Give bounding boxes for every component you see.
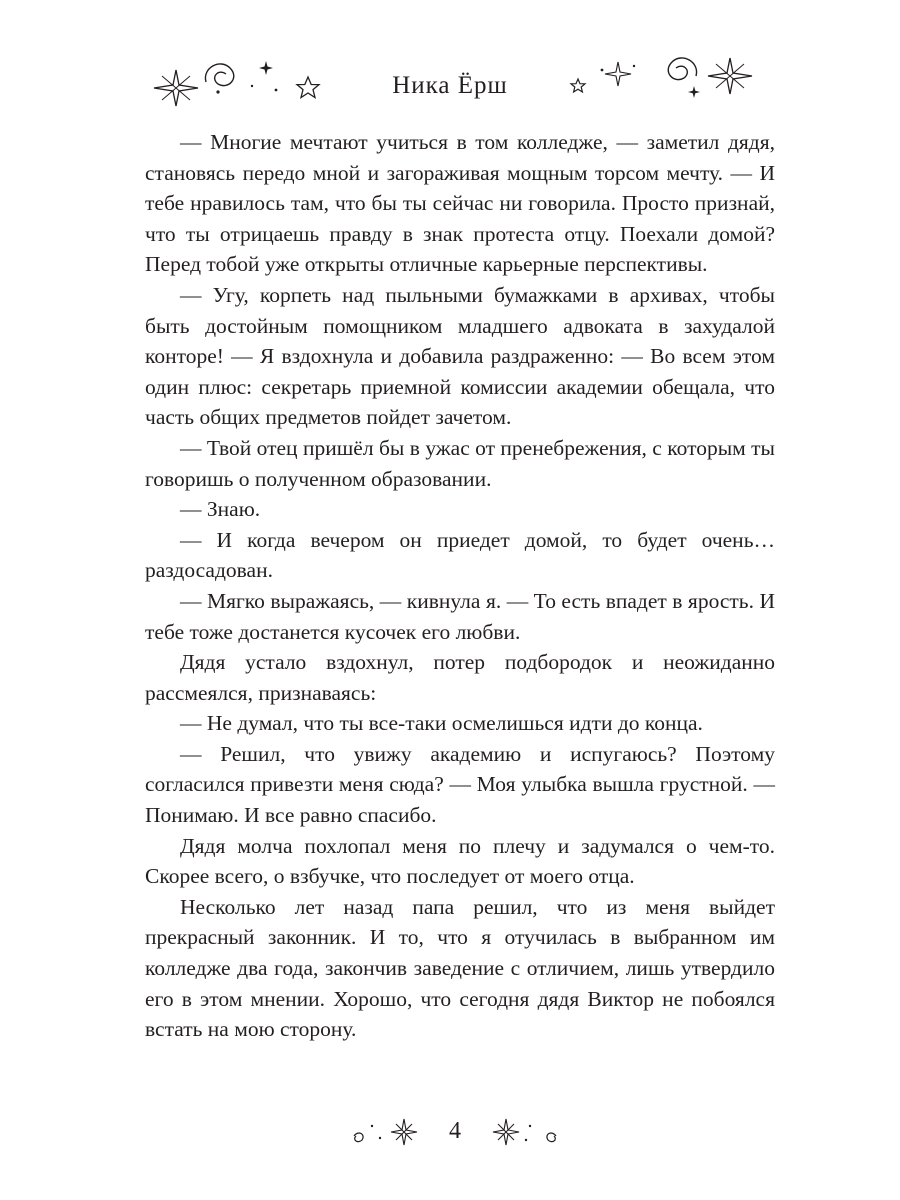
paragraph: — Решил, что увижу академию и испугаюсь? Поэтому согласился привезти меня сюда? — Моя улыбка вышла грустной. — Понимаю. И все равно спасибо. <box>145 741 775 828</box>
paragraph: — И когда вечером он приедет домой, то будет очень… раздосадован. <box>145 527 775 583</box>
paragraph: — Мягко выражаясь, — кивнула я. — То есть впадет в ярость. И тебе тоже достанется кусочек его любви. <box>145 588 775 644</box>
paragraph: — Знаю. <box>180 497 261 522</box>
paragraph: — Угу, корпеть над пыльными бумажками в архивах, чтобы быть достойным помощником младшего адвоката в захудалой конторе! — Я вздохнула и добавила раздраженно: — Во всем этом один плюс: секретарь приемной комиссии академии обещала, что часть общих предметов пойдет зачетом. <box>145 282 775 430</box>
page-number: 4 <box>449 1118 461 1144</box>
page-header <box>140 48 760 118</box>
paragraph: Дядя устало вздохнул, потер подбородок и неожиданно рассмеялся, признаваясь: <box>145 650 775 705</box>
header-author: Ника Ёрш <box>392 72 508 99</box>
paragraph: — Не думал, что ты все-таки осмелишься идти до конца. <box>180 711 703 736</box>
paragraph: Несколько лет назад папа решил, что из меня выйдет прекрасный законник. И то, что я отучилась в выбранном им колледже два года, закончив заведение с отличием, лишь утвердило его в этом мнении. Хорошо, что сегодня дядя Виктор не побоялся встать на мою сторону. <box>145 894 775 1042</box>
sparkle-swirl-icon <box>480 1112 560 1152</box>
body-text <box>145 127 775 1045</box>
paragraph: Дядя молча похлопал меня по плечу и задумался о чем-то. Скорее всего, о взбучке, что последует от моего отца. <box>145 833 775 889</box>
paragraph: — Многие мечтают учиться в том колледже, — заметил дядя, становясь передо мной и загораживая мощным торсом мечту. — И тебе нравилось там, что бы ты сейчас ни говорила. Просто признай, что ты отрицаешь правду в знак протеста отцу. Поехали домой? Перед тобой уже открыты отличные карьерные перспективы. <box>145 130 775 277</box>
paragraph: — Твой отец пришёл бы в ужас от пренебрежения, с которым ты говоришь о полученном образовании. <box>145 435 775 491</box>
page-footer <box>340 1108 570 1158</box>
sparkle-star-swirl-icon <box>560 48 760 118</box>
